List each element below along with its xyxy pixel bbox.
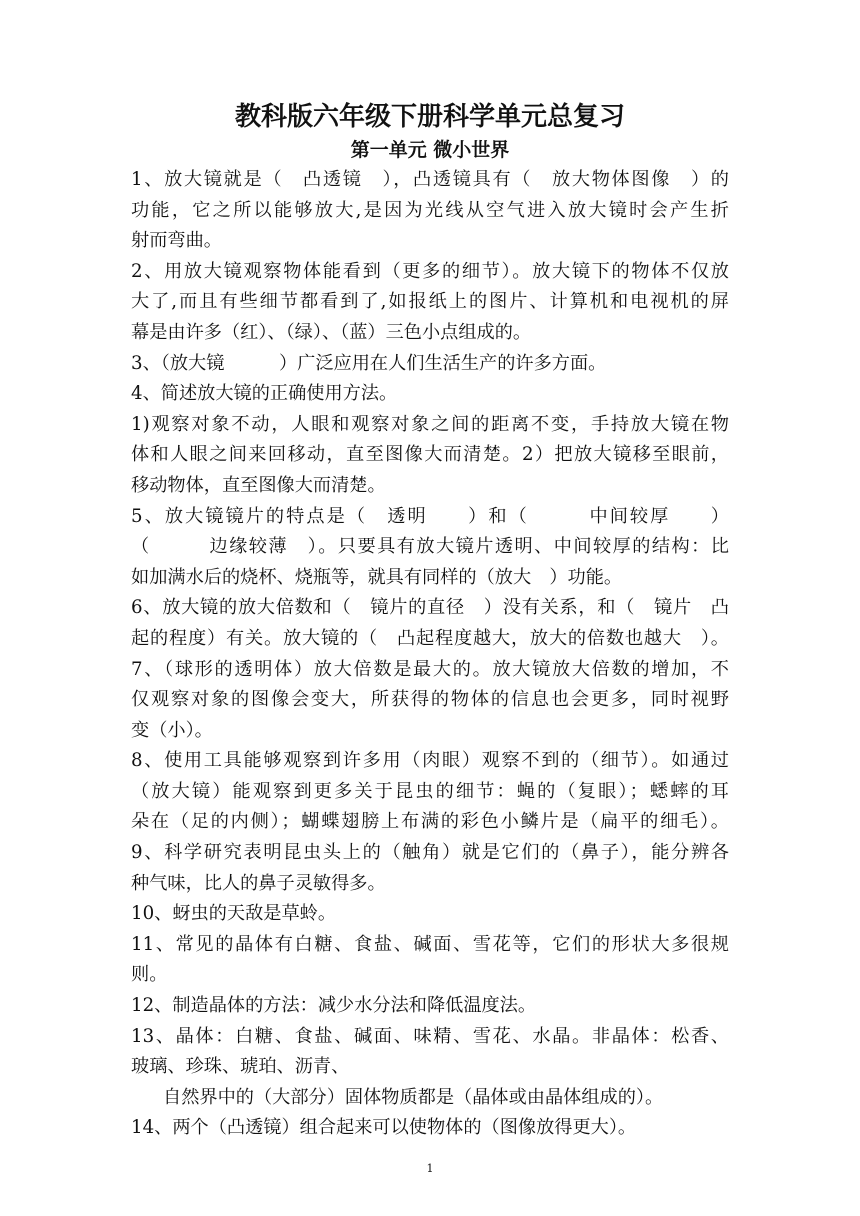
text-line: 8、使用工具能够观察到许多用（肉眼）观察不到的（细节）。如通过 [131,750,729,772]
text-line: 4、简述放大镜的正确使用方法。 [131,383,398,405]
text-line: 5、放大镜镜片的特点是（ 透明 ）和（ 中间较厚 ） [131,505,729,527]
page-title: 教科版六年级下册科学单元总复习 [234,102,625,132]
text-line: 1)观察对象不动，人眼和观察对象之间的距离不变，手持放大镜在物 [131,413,729,435]
text-line: 7、（球形的透明体）放大倍数是最大的。放大镜放大倍数的增加，不 [131,658,729,680]
text-line: 则。 [131,964,168,986]
text-line: 2、用放大镜观察物体能看到（更多的细节）。放大镜下的物体不仅放 [131,260,729,282]
page-number: 1 [426,1162,434,1175]
text-line: 6、放大镜的放大倍数和（ 镜片的直径 ）没有关系，和（ 镜片 凸 [131,597,729,619]
text-line: 12、制造晶体的方法：减少水分法和降低温度法。 [131,995,537,1017]
text-line: 幕是由许多（红）、（绿）、（蓝）三色小点组成的。 [131,321,532,343]
text-line: 变（小）。 [131,719,213,741]
text-line: 如加满水后的烧杯、烧瓶等，就具有同样的（放大 ）功能。 [131,566,623,588]
text-line: 3、（放大镜 ）广泛应用在人们生活生产的许多方面。 [131,352,607,374]
text-line: 起的程度）有关。放大镜的（ 凸起程度越大，放大的倍数也越大 ）。 [131,627,729,649]
text-line: 9、科学研究表明昆虫头上的（触角）就是它们的（鼻子），能分辨各 [131,842,729,864]
document-body [131,165,729,1144]
text-line: 13、晶体：白糖、食盐、碱面、味精、雪花、水晶。非晶体：松香、 [131,1025,729,1047]
text-line: 1、放大镜就是（ 凸透镜 ），凸透镜具有（ 放大物体图像 ）的 [131,169,729,190]
text-line: 朵在（足的内侧）；蝴蝶翅膀上布满的彩色小鳞片是（扁平的细毛）。 [131,811,729,833]
text-line: 10、蚜虫的天敌是草蛉。 [131,903,337,925]
text-line: 玻璃、珍珠、琥珀、沥青、 [131,1056,350,1078]
unit-heading: 第一单元 微小世界 [350,139,510,161]
text-line: 自然界中的（大部分）固体物质都是（晶体或由晶体组成的）。 [163,1086,664,1108]
text-line: 射而弯曲。 [131,230,222,252]
text-line: （放大镜）能观察到更多关于昆虫的细节：蝇的（复眼）；蟋蟀的耳 [131,780,729,802]
text-line: 仅观察对象的图像会变大，所获得的物体的信息也会更多，同时视野 [131,689,729,711]
text-line: 功能，它之所以能够放大,是因为光线从空气进入放大镜时会产生折 [131,199,729,221]
text-line: 14、两个（凸透镜）组合起来可以使物体的（图像放得更大）。 [131,1117,637,1139]
text-line: 大了,而且有些细节都看到了,如报纸上的图片、计算机和电视机的屏 [131,291,729,313]
text-line: 体和人眼之间来回移动，直至图像大而清楚。2）把放大镜移至眼前， [131,444,729,466]
text-line: 11、常见的晶体有白糖、食盐、碱面、雪花等，它们的形状大多很规 [131,933,729,955]
text-line: （ 边缘较薄 ）。只要具有放大镜片透明、中间较厚的结构：比 [131,536,729,558]
text-line: 种气味，比人的鼻子灵敏得多。 [131,872,386,894]
text-line: 移动物体，直至图像大而清楚。 [131,474,386,496]
